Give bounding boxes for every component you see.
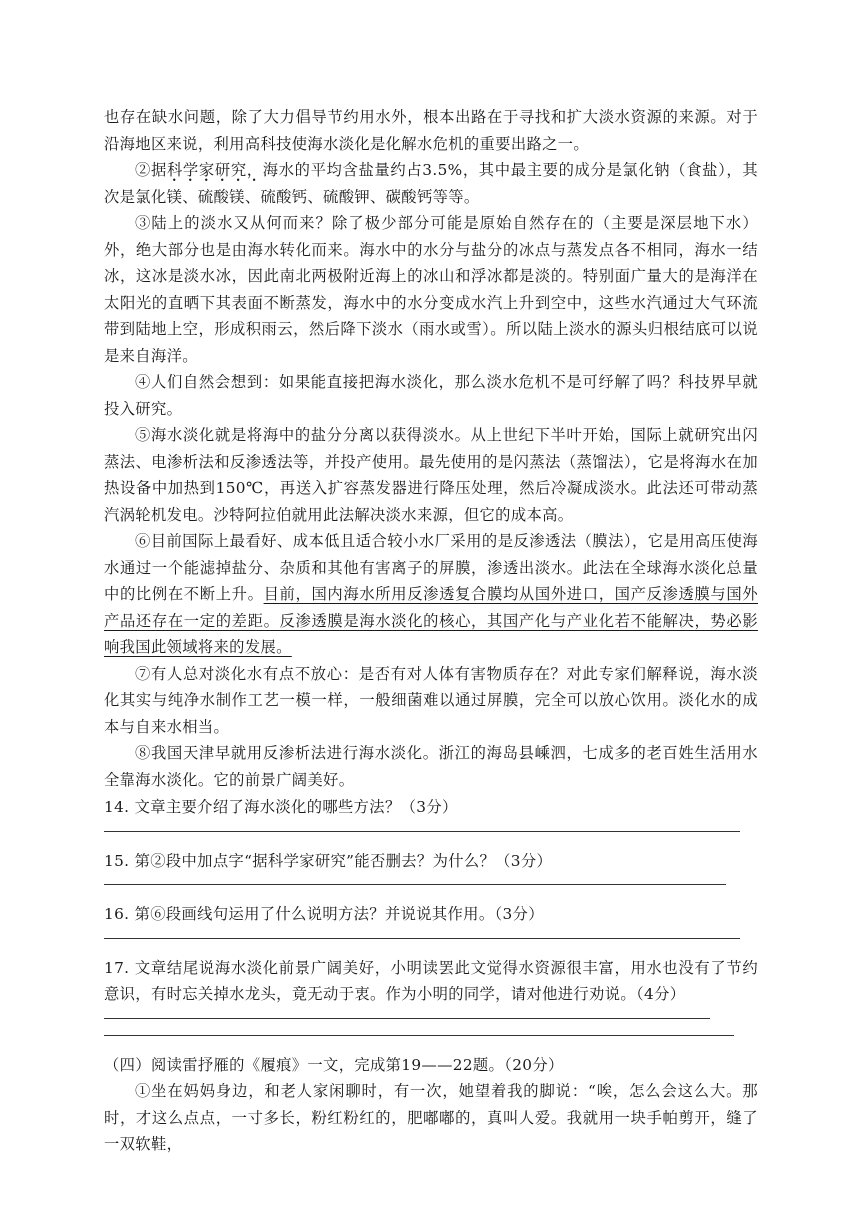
dotted-char: 科	[166, 161, 183, 179]
question-16: 16. 第⑥段画线句运用了什么说明方法？并说说其作用。（3分）	[104, 905, 544, 923]
passage-paragraph-1: 也存在缺水问题，除了大力倡导节约用水外，根本出路在于寻找和扩大淡水资源的来源。对于沿海地区来说，利用高科技使海水淡化是化解水危机的重要出路之一。	[104, 108, 758, 153]
section-4-paragraph-1: ①坐在妈妈身边，和老人家闲聊时，有一次，她望着我的脚说：“唉，怎么会这么大。那时，才这么点点，一寸多长，粉红粉红的，肥嘟嘟的，真叫人爱。我就用一块手帕剪开，缝了一双软鞋，	[104, 1082, 758, 1153]
passage-paragraph-8: ⑧我国天津早就用反渗析法进行海水淡化。浙江的海岛县嵊泗，七成多的老百姓生活用水全靠海水淡化。它的前景广阔美好。	[104, 744, 758, 789]
dotted-char: 据	[150, 161, 167, 179]
answer-line[interactable]	[104, 938, 740, 939]
answer-line[interactable]	[104, 1035, 734, 1036]
passage-paragraph-4: ④人们自然会想到：如果能直接把海水淡化，那么淡水危机不是可纾解了吗？科技界早就投入研究。	[104, 373, 758, 418]
paragraph-text: ⑥目前国际上最看好、成本低且适合较小水厂采用的是反渗透法（膜法），它是用高压使海水通过一个能滤掉盐分、杂质和其他有害离子的屏膜，渗透出淡水。此法在全球海水淡化总量中的比例在不断上升。	[104, 532, 758, 603]
dotted-char: 学	[182, 161, 199, 179]
question-17: 17. 文章结尾说海水淡化前景广阔美好，小明读罢此文觉得水资源很丰富，用水也没有了节约意识，有时忘关掉水龙头，竟无动于衷。作为小明的同学，请对他进行劝说。（4分）	[104, 958, 758, 1003]
question-14: 14. 文章主要介绍了海水淡化的哪些方法？（3分）	[104, 798, 458, 816]
answer-line[interactable]	[104, 1018, 710, 1019]
underlined-sentence: 目前，国内海水所用反渗透复合膜均从国外进口，国产反渗透膜与国外产品还存在一定的差距。反渗透膜是海水淡化的核心，其国产化与产业化若不能解决，势必影响我国此领域将来的发展。	[104, 585, 758, 656]
passage-paragraph-7: ⑦有人总对淡化水有点不放心：是否有对人体有害物质存在？对此专家们解释说，海水淡化其实与纯净水制作工艺一模一样，一般细菌难以通过屏膜，完全可以放心饮用。淡化水的成本与自来水相当。	[104, 664, 758, 736]
document-page	[104, 104, 758, 1158]
paragraph-marker: ②	[135, 161, 151, 179]
question-15: 15. 第②段中加点字“据科学家研究”能否删去？为什么？（3分）	[104, 851, 553, 870]
passage-paragraph-5: ⑤海水淡化就是将海中的盐分分离以获得淡水。从上世纪下半叶开始，国际上就研究出闪蒸法、电渗析法和反渗透法等，并投产使用。最先使用的是闪蒸法（蒸馏法），它是将海水在加热设备中加热到150℃，再送入扩容蒸发器进行降压处理，然后冷凝成淡水。此法还可带动蒸汽涡轮机发电。沙特阿拉伯就用此法解决淡水来源，但它的成本高。	[104, 426, 758, 524]
dotted-char: 研	[214, 161, 231, 179]
passage-paragraph-6	[104, 528, 758, 661]
passage-paragraph-2	[104, 157, 758, 210]
answer-line[interactable]	[104, 884, 726, 885]
dotted-char: 究	[230, 161, 247, 179]
answer-line[interactable]	[104, 831, 740, 832]
section-4-heading: （四）阅读雷抒雁的《履痕》一文，完成第19——22题。（20分）	[104, 1055, 564, 1074]
dotted-char: 家	[198, 161, 215, 179]
paragraph-text: ，海水的平均含盐量约占3.5%，其中最主要的成分是氯化钠（食盐），其次是氯化镁、硫酸镁、硫酸钙、硫酸钾、碳酸钙等等。	[104, 161, 759, 206]
passage-paragraph-3: ③陆上的淡水又从何而来？除了极少部分可能是原始自然存在的（主要是深层地下水）外，绝大部分也是由海水转化而来。海水中的水分与盐分的冰点与蒸发点各不相同，海水一结冰，这冰是淡水冰，因此南北两极附近海上的冰山和浮冰都是淡的。特别面广量大的是海洋在太阳光的直晒下其表面不断蒸发，海水中的水分变成水汽上升到空中，这些水汽通过大气环流带到陆地上空，形成积雨云，然后降下淡水（雨水或雪）。所以陆上淡水的源头归根结底可以说是来自海洋。	[104, 214, 758, 365]
